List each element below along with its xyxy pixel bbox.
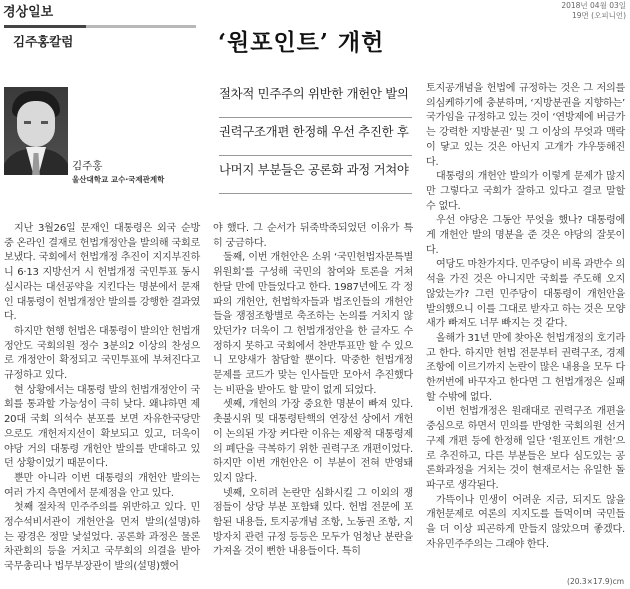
paragraph: 뿐만 아니라 이번 대통령의 개헌안 발의는 여러 가지 측면에서 문제점을 안고 있다. (4, 472, 200, 499)
subheadlines (219, 80, 412, 194)
article-headline: ‘원포인트’ 개헌 (218, 29, 385, 56)
paragraph: 지난 3월26일 문재인 대통령은 외국 순방 중 온라인 결재로 헌법개정안을 발의해 국회로 보냈다. 국회에서 헌법개정 추진이 지지부진하니 6·13 지방선거 시 헌법개정 국민투표 동시실시라는 대선공약을 지킨다는 명분에서 문재인 대통령이 헌법개정안 발의를 강행한 결과였다. (4, 223, 200, 323)
paragraph: 이번 헌법개정은 원래대로 권력구조 개편을 중심으로 하면서 민의를 반영한 국회의원 선거구제 개편 등에 한정해 일단 ‘원포인트 개헌’으로 추진하고, 다른 부분들은 보다 심도있는 공론화과정을 거치는 것이 현재로서는 유일한 돌파구로 생각된다. (426, 406, 625, 491)
page-section: 19면 (오피니언) (571, 11, 626, 20)
paragraph: 첫째 절차적 민주주의를 위반하고 있다. 민정수석비서관이 개헌안을 먼저 발의(설명)하는 광경은 정말 낯설었다. 공론화 과정은 물론 차관회의 등을 거치고 국무회의 의결을 받아 국무총리나 법무부장관이 발의(설명)했어 (4, 502, 200, 573)
author-name: 김주홍 (72, 160, 103, 172)
article-column-middle (213, 222, 413, 560)
paragraph: 둘째, 이번 개헌안은 소위 ‘국민헌법자문특별위원회’를 구성해 국민의 참여와 토론을 거쳐 한달 만에 만들었다고 한다. 1987년에도 각 정파의 개헌안, 헌법학자들과 법조인들의 개헌안들을 쟁점조항별로 축조하는 논의를 거치지 않았던가? 더욱이 그 헌법개정안을 한 글자도 수정하지 못하고 국회에서 찬반투표만 할 수 있으니 모양새가 참담할 뿐이다. 막중한 헌법개정 문제를 코드가 맞는 인사들만 모아서 추진했다는 비판을 받아도 할 말이 없게 되었다. (213, 252, 413, 396)
subheadline: 절차적 민주주의 위반한 개헌안 발의 (219, 80, 412, 118)
dateline (561, 1, 626, 21)
paragraph: 넷째, 오히려 논란만 심화시킬 그 이외의 쟁점들이 상당 부분 포함돼 있다. 헌법 전문에 포함된 내용들, 토지공개념 조항, 노동권 조항, 지방자치 관련 규정 등등은 모두가 엄청난 분란을 가져올 것이 뻔한 내용들이다. 특히 (213, 487, 413, 558)
paragraph: 하지만 현행 헌법은 대통령이 발의안 헌법개정안도 국회의원 정수 3분의2 이상의 찬성으로 개정안이 확정되고 국민투표에 부쳐진다고 규정하고 있다. (4, 325, 200, 382)
paragraph: 올해가 31년 만에 찾아온 헌법개정의 호기라고 한다. 하지만 헌법 전문부터 권력구조, 경제조항에 이르기까지 논란이 많은 내용을 모두 다 한꺼번에 바꾸자고 한다면 그 헌법개정은 실패할 수밖에 없다. (426, 332, 625, 403)
subheadline: 권력구조개편 한정해 우선 추진한 후 (219, 118, 412, 156)
paragraph: 우선 야당은 그동안 무엇을 했나? 대통령에게 개헌안 발의 명분을 준 것은 야당의 잘못이다. (426, 215, 625, 256)
paragraph: 대통령의 개헌안 발의가 이렇게 문제가 많지만 그렇다고 국회가 잘하고 있다고 결코 말할 수 없다. (426, 171, 625, 212)
column-header-rule (4, 25, 196, 28)
article-column-right (426, 82, 625, 553)
article-size-note: (20.3×17.9)cm (567, 577, 624, 586)
paragraph: 여당도 마찬가지다. 민주당이 비록 과반수 의석을 가진 것은 아니지만 국회를 주도해 오지 않았는가? 그런 민주당이 대통령이 개헌안을 발의했으니 이를 그대로 받자고 하는 것은 모양새가 빠져도 너무 빠지는 것 같다. (426, 259, 625, 330)
paragraph: 셋째, 개헌의 가장 중요한 명분이 빠져 있다. 촛불시위 및 대통령탄핵의 연장선 상에서 개헌이 논의된 가장 커다란 이유는 제왕적 대통령제의 폐단을 극복하기 위한 권력구조 개편이었다. 하지만 이번 개헌안은 이 부분이 전혀 반영돼 있지 않다. (213, 399, 413, 484)
article-column-left (4, 222, 200, 575)
paragraph: 야 했다. 그 순서가 뒤죽박죽되었던 이유가 특히 궁금하다. (213, 223, 413, 249)
author-photo (4, 87, 68, 175)
publication-date: 2018년 04월 03일 (561, 1, 626, 10)
subheadline: 나머지 부분들은 공론화 과정 거쳐야 (219, 156, 412, 194)
rule-accent (4, 25, 86, 28)
author-title: 울산대학교 교수·국제관계학 (72, 175, 165, 184)
column-name: 김주홍칼럼 (13, 34, 74, 49)
paragraph: 가뜩이나 민생이 어려운 지금, 되지도 않을 개헌문제로 여론의 지지도를 들먹이며 국민들을 더 이상 피곤하게 만들지 않았으며 좋겠다. 자유민주주의는 그래야 한다. (426, 494, 625, 550)
newspaper-masthead: 경상일보 (3, 5, 54, 20)
paragraph: 토지공개념을 헌법에 규정하는 것은 그 저의를 의심케하기에 충분하며, ‘지방분권을 지향하는’ 국가임을 규정하고 있는 것이 ‘연방제에 버금가는 강력한 지방분권’ 및 그 이상의 무엇과 맥락이 닿고 있는 것은 아닌지 고개가 갸우뚱해진다. (426, 83, 625, 168)
paragraph: 현 상황에서는 대통령 발의 헌법개정안이 국회를 통과할 가능성이 극히 낮다. 왜냐하면 제20대 국회 의석수 분포를 보면 자유한국당만으로도 개헌저지선이 확보되고 있고, 더욱이 야당 거의 대통령 개헌안 발의를 반대하고 있던 상황이었기 때문이다. (4, 384, 200, 470)
